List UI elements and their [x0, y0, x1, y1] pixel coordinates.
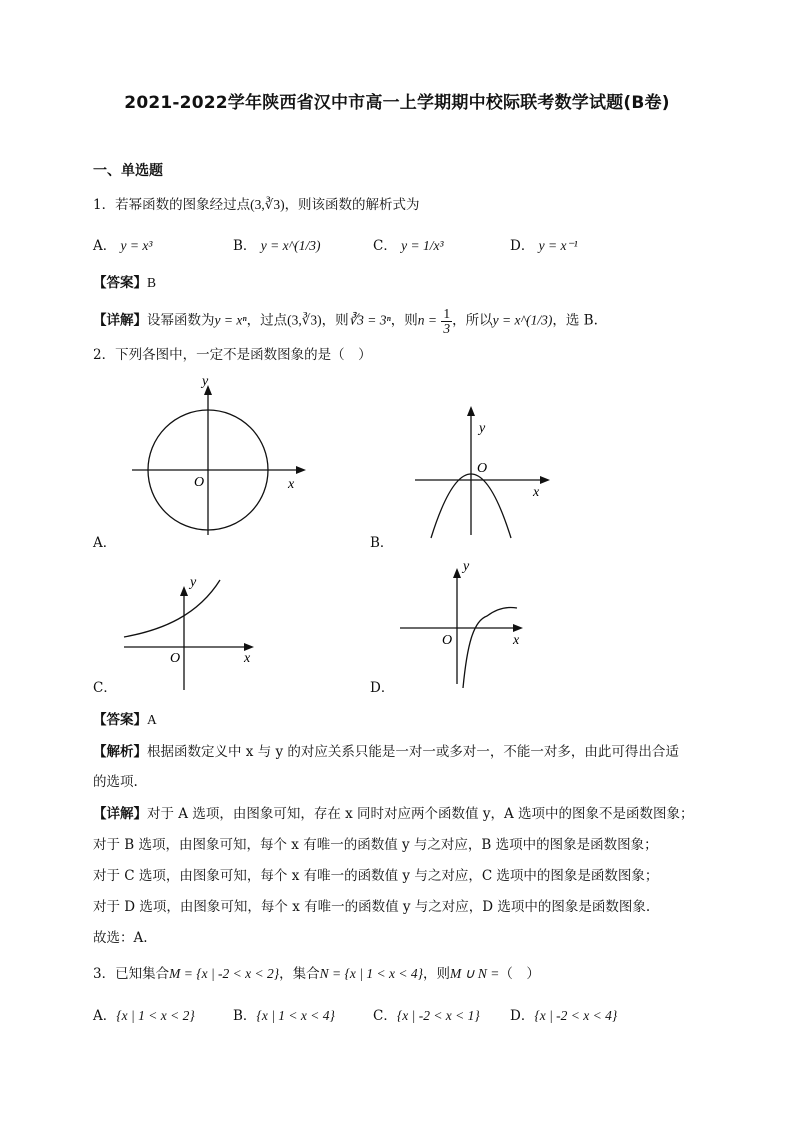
- graph-d-curve: [463, 607, 517, 688]
- q2-stem: 2．下列各图中，一定不是函数图象的是（ ）: [93, 347, 372, 363]
- graph-d-origin: O: [442, 633, 453, 648]
- graph-b-x-label: x: [533, 485, 540, 500]
- q2-detail-b: 对于 B 选项，由图象可知，每个 x 有唯一的函数值 y 与之对应，B 选项中的图象是函数图象；: [93, 837, 658, 853]
- graph-b-x-arrow: [540, 476, 550, 484]
- q2-conclusion: 故选：A.: [93, 930, 148, 946]
- section-heading: 一、单选题: [93, 163, 163, 179]
- q2-analysis: 【解析】根据函数定义中 x 与 y 的对应关系只能是一对一或多对一，不能一对多，由此可得出合适: [93, 744, 679, 760]
- graph-b-y-arrow: [467, 406, 475, 416]
- q2-detail-c: 对于 C 选项，由图象可知，每个 x 有唯一的函数值 y 与之对应，C 选项中的图象是函数图象；: [93, 868, 659, 884]
- q1-answer: 【答案】B: [93, 275, 157, 291]
- q2-detail-d: 对于 D 选项，由图象可知，每个 x 有唯一的函数值 y 与之对应，D 选项中的图象是函数图象.: [93, 899, 651, 915]
- graph-a-label: A．: [93, 535, 117, 551]
- q1-option-a-expr: y = x³: [120, 238, 153, 253]
- graph-d-x-arrow: [513, 624, 523, 632]
- q2-analysis-cont: 的选项.: [93, 774, 138, 790]
- graph-a-origin: O: [194, 475, 205, 490]
- q1-option-a[interactable]: A． y = x³: [93, 238, 153, 254]
- q2-detail-a: 【详解】对于 A 选项，由图象可知，存在 x 同时对应两个函数值 y，A 选项中的图象不是函数图象；: [93, 806, 694, 822]
- q1-stem: 1．若幂函数的图象经过点(3,∛3)，则该函数的解析式为: [93, 197, 420, 213]
- graph-b-label: B．: [370, 535, 394, 551]
- graph-d[interactable]: [395, 556, 535, 691]
- q1-detail-result: y = x^(1/3): [492, 312, 553, 328]
- graph-b-origin: O: [477, 461, 488, 476]
- graph-b[interactable]: [405, 400, 555, 540]
- q3-option-d[interactable]: D．{x | -2 < x < 4}: [510, 1008, 618, 1024]
- graph-c-label: C．: [93, 680, 117, 696]
- graph-c-origin: O: [170, 651, 181, 666]
- page-title: 2021-2022学年陕西省汉中市高一上学期期中校际联考数学试题(B卷): [124, 93, 670, 113]
- q3-option-a[interactable]: A．{x | 1 < x < 2}: [93, 1008, 195, 1024]
- graph-c-y-arrow: [180, 586, 188, 596]
- q1-option-b-expr: y = x^(1/3): [260, 238, 321, 253]
- q1-option-b[interactable]: B． y = x^(1/3): [233, 238, 321, 254]
- q1-option-d[interactable]: D． y = x⁻¹: [510, 238, 578, 254]
- graph-c[interactable]: [118, 570, 263, 692]
- graph-a-y-label: y: [202, 375, 209, 389]
- q1-detail: 【详解】设幂函数为y = xⁿ，过点(3,∛3)，则∛3 = 3ⁿ，则n = $\frac{1}{3}$ ，所以y = x^(1/3)，选 B.: [93, 306, 598, 336]
- graph-c-y-label: y: [190, 575, 197, 590]
- graph-c-curve: [124, 580, 220, 637]
- graph-a-x-label: x: [288, 477, 295, 492]
- q2-answer: 【答案】A: [93, 712, 157, 728]
- q1-option-d-expr: y = x⁻¹: [538, 238, 578, 253]
- graph-d-y-label: y: [463, 559, 470, 574]
- graph-a[interactable]: [120, 375, 310, 540]
- graph-d-y-arrow: [453, 568, 461, 578]
- graph-d-label: D．: [370, 680, 395, 696]
- graph-c-x-arrow: [244, 643, 254, 651]
- q3-option-b[interactable]: B．{x | 1 < x < 4}: [233, 1008, 335, 1024]
- graph-d-x-label: x: [513, 633, 520, 648]
- q1-option-c-expr: y = 1/x³: [401, 238, 444, 253]
- q1-option-c[interactable]: C． y = 1/x³: [373, 238, 444, 254]
- fraction-one-third: $\frac{1}{3}$: [443, 306, 451, 336]
- graph-c-x-label: x: [244, 651, 251, 666]
- q3-stem: 3．已知集合M = {x | -2 < x < 2}，集合N = {x | 1 < x < 4}，则M ∪ N =（ ）: [93, 966, 540, 982]
- graph-b-y-label: y: [479, 421, 486, 436]
- q3-option-c[interactable]: C．{x | -2 < x < 1}: [373, 1008, 480, 1024]
- graph-a-x-arrow: [296, 466, 306, 474]
